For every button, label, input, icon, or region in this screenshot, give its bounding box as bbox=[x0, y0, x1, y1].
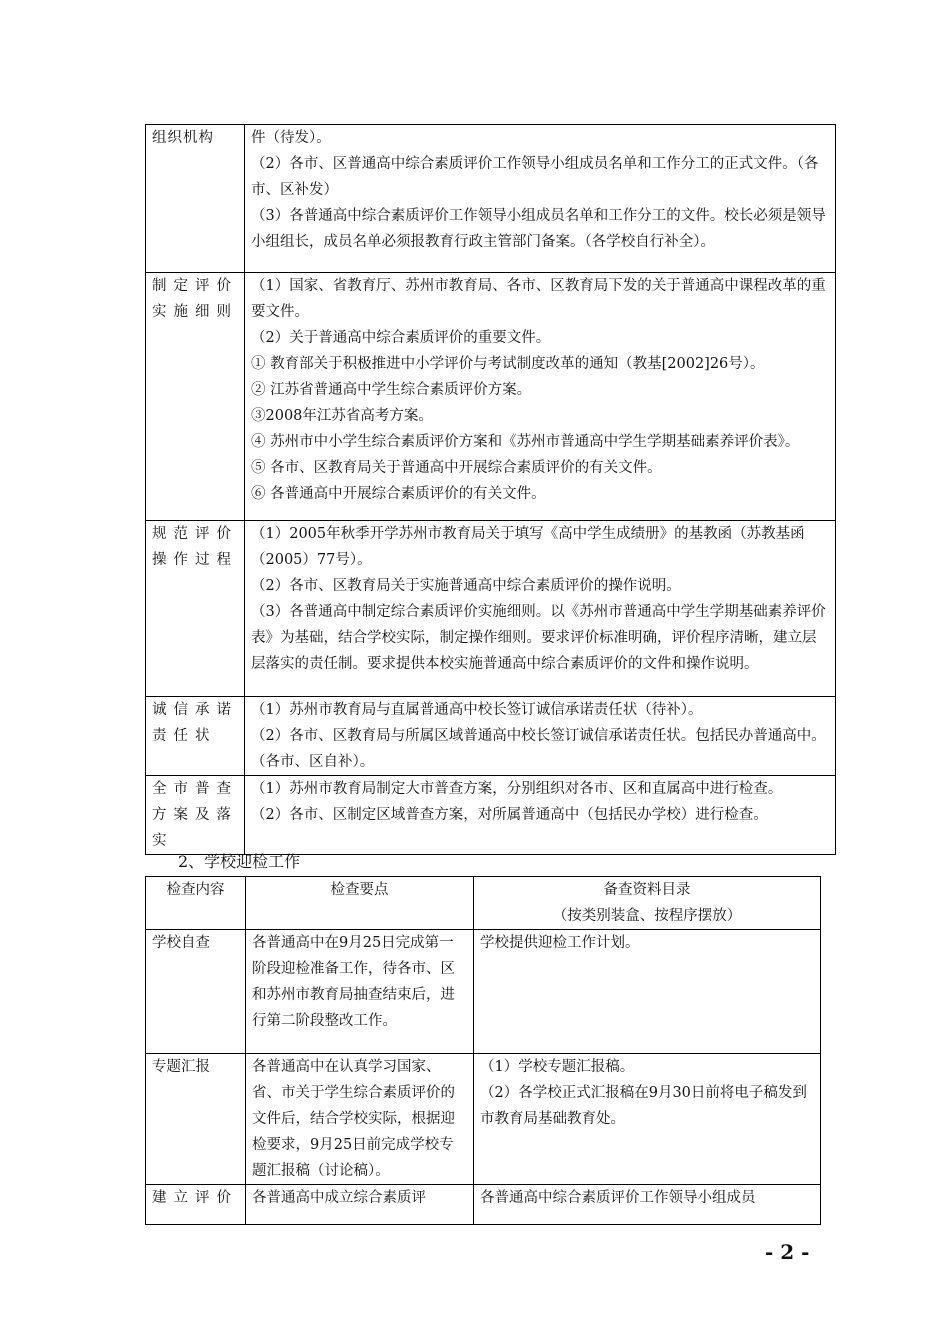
paragraph: （1）苏州市教育局与直属普通高中校长签订诚信承诺责任状（待补）。 bbox=[251, 702, 703, 718]
paragraph: ③2008年江苏省高考方案。 bbox=[251, 408, 433, 424]
paragraph: （2）各市、区制定区域普查方案，对所属普通高中（包括民办学校）进行检查。 bbox=[251, 807, 768, 823]
paragraph: ② 江苏省普通高中学生综合素质评价方案。 bbox=[251, 382, 532, 398]
inspection-content: 学校自查 bbox=[146, 930, 246, 1054]
inspection-point: 各普通高中在9月25日完成第一阶段迎检准备工作，待各市、区和苏州市教育局抽查结束后，进行第二阶段整改工作。 bbox=[246, 930, 474, 1054]
material-item: 各普通高中综合素质评价工作领导小组成员 bbox=[480, 1190, 756, 1206]
row-label: 组织机构 bbox=[146, 125, 245, 273]
table-row bbox=[146, 1185, 821, 1225]
column-header bbox=[474, 877, 821, 930]
paragraph: （1）国家、省教育厅、苏州市教育局、各市、区教育局下发的关于普通高中课程改革的重要文件。 bbox=[251, 278, 826, 320]
inspection-content: 专题汇报 bbox=[146, 1054, 246, 1185]
row-content bbox=[245, 273, 836, 521]
paragraph: （1）2005年秋季开学苏州市教育局关于填写《高中学生成绩册》的基教函（苏教基函（2005）77号）。 bbox=[251, 526, 805, 568]
material-item: （1）学校专题汇报稿。 bbox=[480, 1059, 635, 1075]
table-row bbox=[146, 1054, 821, 1185]
row-label: 全市普查方案及落实 bbox=[146, 776, 245, 855]
paragraph: ⑥ 各普通高中开展综合素质评价的有关文件。 bbox=[251, 486, 546, 502]
table-row bbox=[146, 776, 836, 855]
paragraph: ① 教育部关于积极推进中小学评价与考试制度改革的通知（教基[2002]26号）。 bbox=[251, 356, 765, 372]
paragraph: （1）苏州市教育局制定大市普查方案，分别组织对各市、区和直属高中进行检查。 bbox=[251, 781, 783, 797]
column-header-title: 备查资料目录 bbox=[603, 882, 691, 898]
page-number: - 2 - bbox=[765, 1240, 810, 1264]
inspection-point: 各普通高中成立综合素质评 bbox=[246, 1185, 474, 1225]
section-heading: 2、学校迎检工作 bbox=[178, 852, 301, 871]
row-content bbox=[245, 697, 836, 776]
paragraph: （2）关于普通高中综合素质评价的重要文件。 bbox=[251, 330, 551, 346]
paragraph: （2）各市、区普通高中综合素质评价工作领导小组成员名单和工作分工的正式文件。（各市、区补发） bbox=[251, 156, 819, 198]
inspection-content: 建立评价 bbox=[146, 1185, 246, 1225]
inspection-materials bbox=[474, 1185, 821, 1225]
inspection-materials bbox=[474, 1054, 821, 1185]
column-header-subtitle: （按类别装盒、按程序摆放） bbox=[552, 908, 742, 924]
table-header-row bbox=[146, 877, 821, 930]
paragraph: 件（待发）。 bbox=[251, 130, 331, 146]
paragraph: ④ 苏州市中小学生综合素质评价方案和《苏州市普通高中学生学期基础素养评价表》。 bbox=[251, 434, 800, 450]
paragraph: ⑤ 各市、区教育局关于普通高中开展综合素质评价的有关文件。 bbox=[251, 460, 662, 476]
row-label: 制定评价实施细则 bbox=[146, 273, 245, 521]
table-row bbox=[146, 697, 836, 776]
row-content bbox=[245, 521, 836, 697]
table-row bbox=[146, 930, 821, 1054]
paragraph: （2）各市、区教育局与所属区域普通高中校长签订诚信承诺责任状。包括民办普通高中。（各市、区自补）。 bbox=[251, 728, 826, 770]
paragraph: （3）各普通高中制定综合素质评价实施细则。以《苏州市普通高中学生学期基础素养评价表》为基础，结合学校实际，制定操作细则。要求评价标准明确，评价程序清晰，建立层层落实的责任制。要求提供本校实施普通高中综合素质评价的文件和操作说明。 bbox=[251, 604, 826, 672]
table-inspection-work bbox=[145, 876, 821, 1225]
row-content bbox=[245, 125, 836, 273]
paragraph: （3）各普通高中综合素质评价工作领导小组成员名单和工作分工的文件。校长必须是领导小组组长，成员名单必须报教育行政主管部门备案。（各学校自行补全）。 bbox=[251, 208, 826, 250]
table-row bbox=[146, 273, 836, 521]
column-header: 检查内容 bbox=[146, 877, 246, 930]
material-item: （2）各学校正式汇报稿在9月30日前将电子稿发到市教育局基础教育处。 bbox=[480, 1085, 807, 1127]
row-content bbox=[245, 776, 836, 855]
paragraph: （2）各市、区教育局关于实施普通高中综合素质评价的操作说明。 bbox=[251, 578, 681, 594]
row-label: 诚信承诺责任状 bbox=[146, 697, 245, 776]
table-row bbox=[146, 125, 836, 273]
column-header: 检查要点 bbox=[246, 877, 474, 930]
table-document-checklist bbox=[145, 124, 836, 855]
table-row bbox=[146, 521, 836, 697]
inspection-materials bbox=[474, 930, 821, 1054]
row-label: 规范评价操作过程 bbox=[146, 521, 245, 697]
inspection-point: 各普通高中在认真学习国家、省、市关于学生综合素质评价的文件后，结合学校实际，根据迎检要求，9月25日前完成学校专题汇报稿（讨论稿）。 bbox=[246, 1054, 474, 1185]
material-item: 学校提供迎检工作计划。 bbox=[480, 935, 640, 951]
